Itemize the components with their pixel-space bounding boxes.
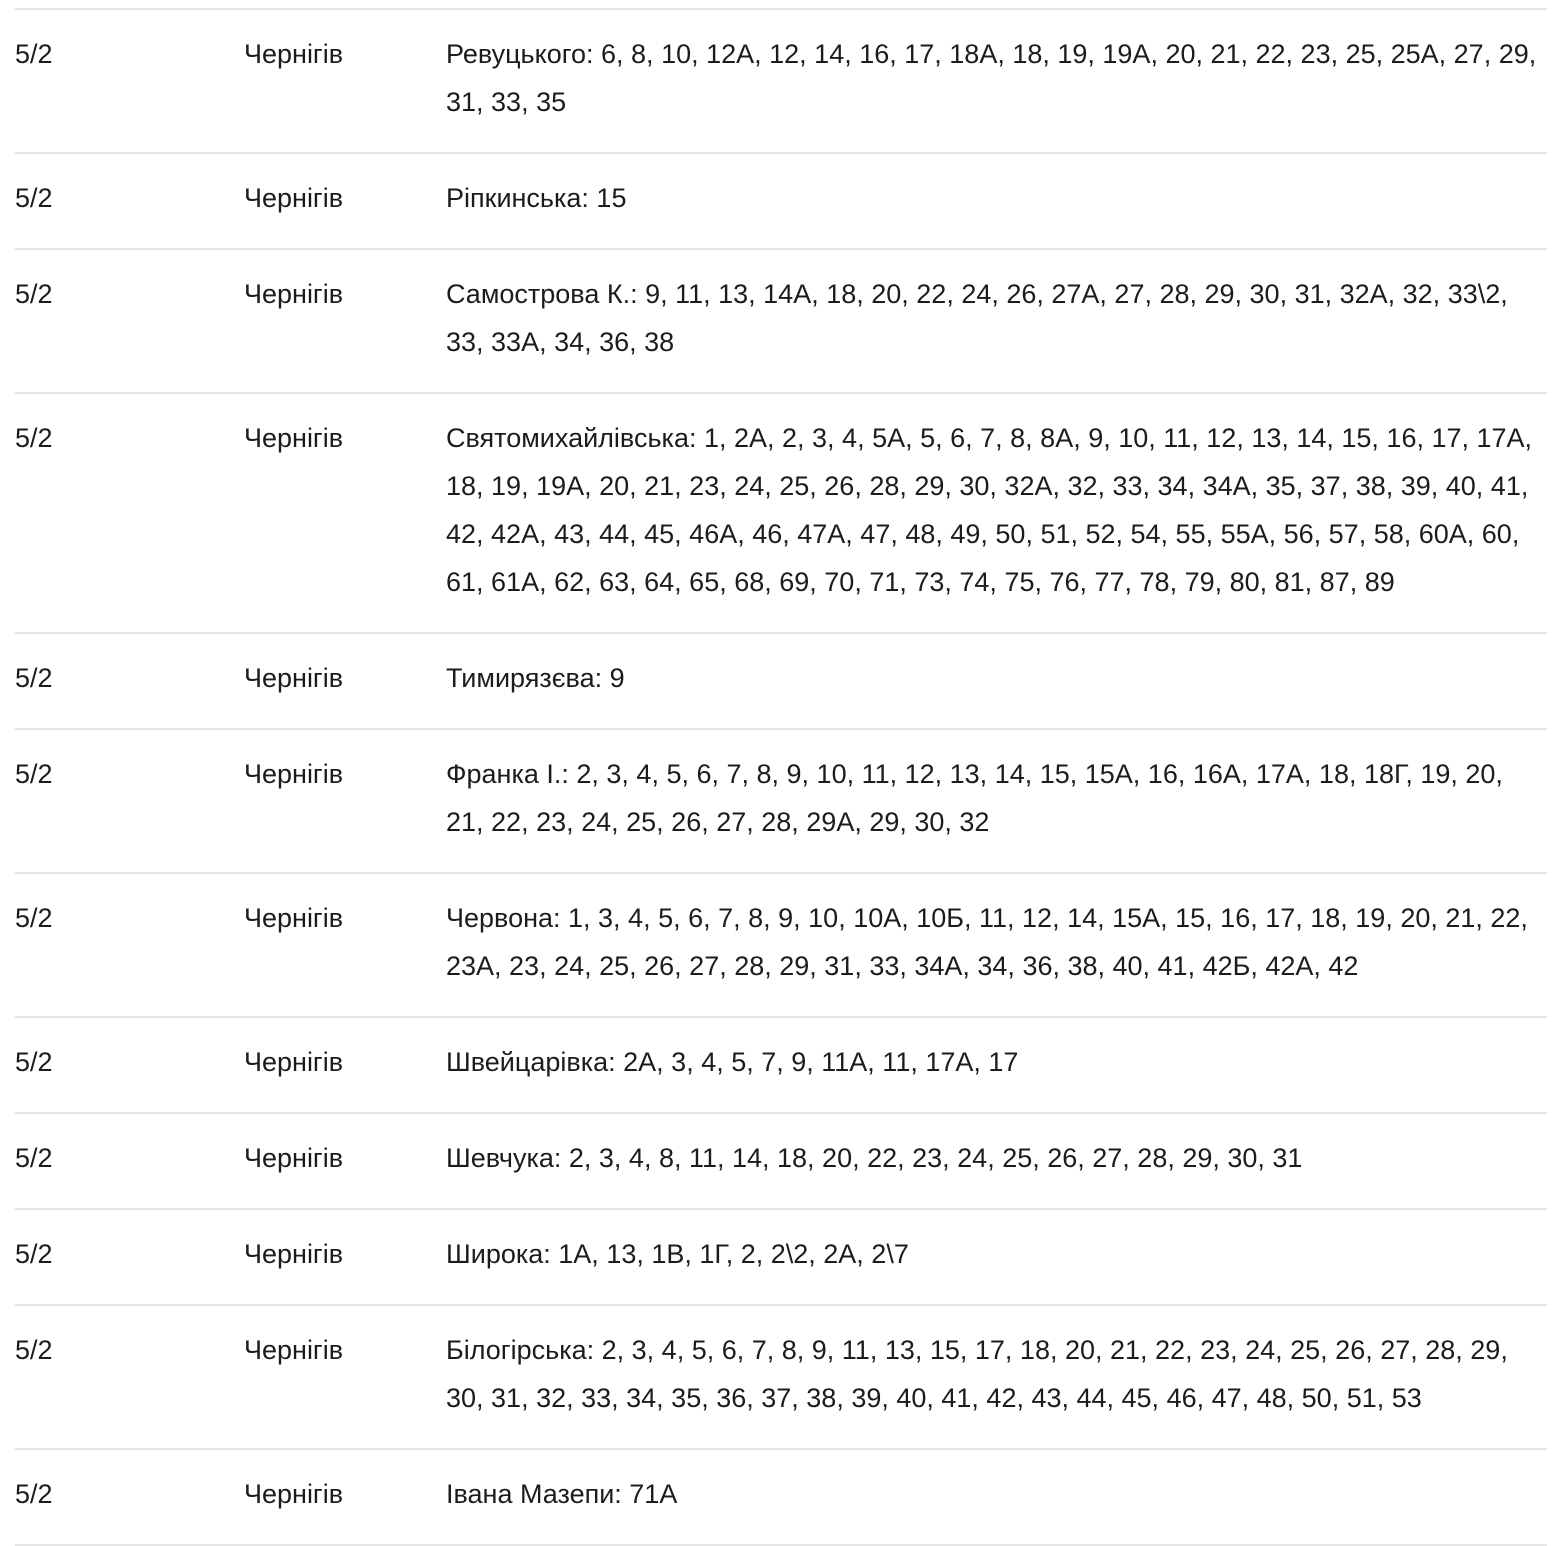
address-cell: Ревуцького: 6, 8, 10, 12А, 12, 14, 16, 17, 18А, 18, 19, 19А, 20, 21, 22, 23, 25, 25А, 27, 29, 31, 33, 35	[446, 39, 1537, 117]
table-row	[15, 1210, 1547, 1306]
table-row	[15, 394, 1547, 634]
address-cell: Широка: 1А, 13, 1В, 1Г, 2, 2\2, 2А, 2\7	[446, 1239, 909, 1269]
queue-cell: 5/2	[15, 39, 53, 69]
city-cell: Чернігів	[244, 1335, 344, 1365]
table-row	[15, 1450, 1547, 1546]
address-cell: Ріпкинська: 15	[446, 183, 627, 213]
queue-cell: 5/2	[15, 663, 53, 693]
queue-cell: 5/2	[15, 1335, 53, 1365]
city-cell: Чернігів	[244, 1143, 344, 1173]
city-cell: Чернігів	[244, 183, 344, 213]
address-cell: Тимирязєва: 9	[446, 663, 625, 693]
address-cell: Святомихайлівська: 1, 2А, 2, 3, 4, 5А, 5, 6, 7, 8, 8А, 9, 10, 11, 12, 13, 14, 15, 16, 17, 17А, 18, 19, 19А, 20, 21, 23, 24, 25, 26, 28, 29, 30, 32А, 32, 33, 34, 34А, 35, 37, 38, 39, 40, 41, 42, 42А, 43, 44, 45, 46А, 46, 47А, 47, 48, 49, 50, 51, 52, 54, 55, 55А, 56, 57, 58, 60А, 60, 61, 61А, 62, 63, 64, 65, 68, 69, 70, 71, 73, 74, 75, 76, 77, 78, 79, 80, 81, 87, 89	[446, 423, 1533, 597]
city-cell: Чернігів	[244, 423, 344, 453]
queue-cell: 5/2	[15, 279, 53, 309]
outage-schedule-table	[15, 0, 1547, 1546]
address-cell: Білогірська: 2, 3, 4, 5, 6, 7, 8, 9, 11, 13, 15, 17, 18, 20, 21, 22, 23, 24, 25, 26, 27, 28, 29, 30, 31, 32, 33, 34, 35, 36, 37, 38, 39, 40, 41, 42, 43, 44, 45, 46, 47, 48, 50, 51, 53	[446, 1335, 1508, 1413]
table-row	[15, 634, 1547, 730]
queue-cell: 5/2	[15, 183, 53, 213]
table-row	[15, 154, 1547, 250]
address-cell: Франка І.: 2, 3, 4, 5, 6, 7, 8, 9, 10, 11, 12, 13, 14, 15, 15А, 16, 16А, 17А, 18, 18Г, 19, 20, 21, 22, 23, 24, 25, 26, 27, 28, 29А, 29, 30, 32	[446, 759, 1503, 837]
address-cell: Шевчука: 2, 3, 4, 8, 11, 14, 18, 20, 22, 23, 24, 25, 26, 27, 28, 29, 30, 31	[446, 1143, 1303, 1173]
address-cell: Івана Мазепи: 71А	[446, 1479, 678, 1509]
city-cell: Чернігів	[244, 759, 344, 789]
address-cell: Швейцарівка: 2А, 3, 4, 5, 7, 9, 11А, 11, 17А, 17	[446, 1047, 1019, 1077]
table-row	[15, 1018, 1547, 1114]
table-row	[15, 250, 1547, 394]
city-cell: Чернігів	[244, 39, 344, 69]
table-row	[15, 730, 1547, 874]
queue-cell: 5/2	[15, 423, 53, 453]
city-cell: Чернігів	[244, 663, 344, 693]
city-cell: Чернігів	[244, 1047, 344, 1077]
table-row	[15, 10, 1547, 154]
address-cell: Червона: 1, 3, 4, 5, 6, 7, 8, 9, 10, 10А, 10Б, 11, 12, 14, 15А, 15, 16, 17, 18, 19, 20, 21, 22, 23А, 23, 24, 25, 26, 27, 28, 29, 31, 33, 34А, 34, 36, 38, 40, 41, 42Б, 42А, 42	[446, 903, 1528, 981]
city-cell: Чернігів	[244, 1479, 344, 1509]
city-cell: Чернігів	[244, 1239, 344, 1269]
table-top-divider	[15, 0, 1547, 10]
city-cell: Чернігів	[244, 903, 344, 933]
table-row	[15, 1114, 1547, 1210]
queue-cell: 5/2	[15, 903, 53, 933]
queue-cell: 5/2	[15, 1479, 53, 1509]
queue-cell: 5/2	[15, 1239, 53, 1269]
city-cell: Чернігів	[244, 279, 344, 309]
table-row	[15, 1306, 1547, 1450]
queue-cell: 5/2	[15, 1047, 53, 1077]
address-cell: Самострова К.: 9, 11, 13, 14А, 18, 20, 22, 24, 26, 27А, 27, 28, 29, 30, 31, 32А, 32, 33\2, 33, 33А, 34, 36, 38	[446, 279, 1508, 357]
queue-cell: 5/2	[15, 759, 53, 789]
queue-cell: 5/2	[15, 1143, 53, 1173]
table-row	[15, 874, 1547, 1018]
